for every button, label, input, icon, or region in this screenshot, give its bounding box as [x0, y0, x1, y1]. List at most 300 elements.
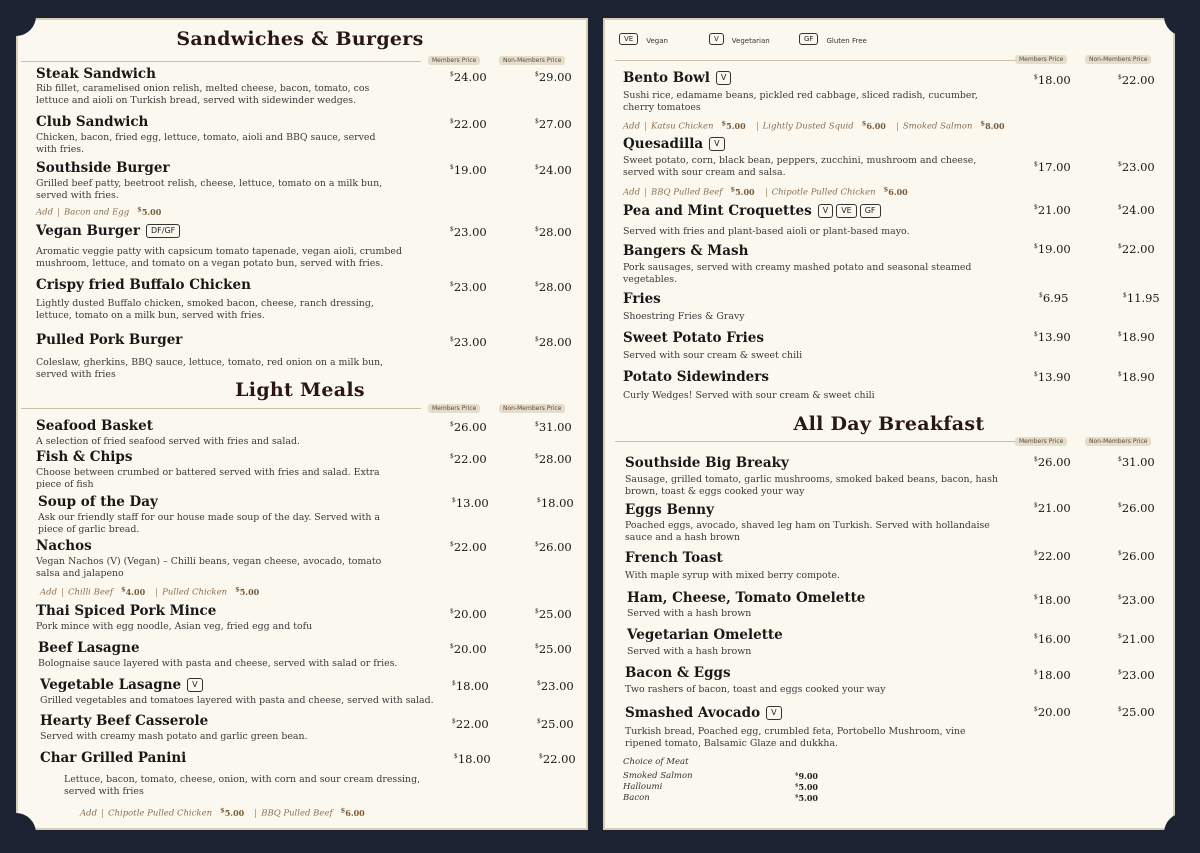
- menu-item-description: Grilled beef patty, beetroot relish, cheese, lettuce, tomato on a milk bun, served with fries.: [36, 178, 383, 201]
- dollar-sign: $: [721, 119, 727, 127]
- dietary-tag: VE: [619, 33, 638, 45]
- item-name-text: Vegetable Lasagne: [40, 677, 182, 693]
- members-price: [450, 335, 487, 349]
- menu-item-description: Chicken, bacon, fried egg, lettuce, tomato, aioli and BBQ sauce, served with fries.: [36, 132, 376, 155]
- item-name-text: Sweet Potato Fries: [623, 330, 764, 346]
- dollar-sign: $: [452, 718, 456, 726]
- price-value: 5.00: [798, 793, 818, 803]
- non-members-price: [1118, 455, 1155, 469]
- price-value: 21.00: [1037, 501, 1071, 515]
- non-members-price: [1118, 203, 1155, 217]
- price-value: 23.00: [453, 280, 487, 294]
- item-name-text: Bacon & Eggs: [625, 665, 731, 681]
- item-name-text: Soup of the Day: [38, 494, 158, 510]
- dollar-sign: $: [861, 119, 867, 127]
- add-ons: [36, 205, 167, 218]
- legend-label: Vegan: [646, 37, 668, 45]
- dollar-sign: $: [1034, 550, 1038, 558]
- legend-entry: [799, 33, 867, 45]
- dollar-sign: $: [1118, 502, 1122, 510]
- dollar-sign: $: [730, 185, 736, 193]
- separator: [766, 188, 767, 197]
- dollar-sign: $: [537, 680, 541, 688]
- add-on-name: Chilli Beef: [68, 587, 114, 598]
- non-members-price: [1118, 632, 1155, 646]
- price-value: 28.00: [538, 280, 572, 294]
- menu-item-name: [623, 136, 725, 152]
- menu-item-description: Sausage, grilled tomato, garlic mushrooms, smoked baked beans, bacon, hash brown, toast & eggs cooked your way: [625, 474, 998, 497]
- divider: [615, 441, 1015, 442]
- price-value: 6.00: [866, 120, 886, 131]
- dollar-sign: $: [1118, 371, 1122, 379]
- dollar-sign: $: [980, 119, 986, 127]
- price-value: 5.00: [239, 586, 260, 597]
- menu-item-name: [36, 66, 156, 82]
- price-value: 28.00: [538, 225, 572, 239]
- price-value: 29.00: [538, 70, 572, 84]
- dollar-sign: $: [535, 71, 539, 79]
- add-on-name: Lightly Dusted Squid: [762, 121, 854, 132]
- members-price: [1034, 632, 1071, 646]
- price-value: 19.00: [1037, 242, 1071, 256]
- dollar-sign: $: [452, 497, 456, 505]
- menu-item-name: [36, 449, 132, 465]
- add-label: Add: [80, 808, 98, 819]
- non-members-price: [1118, 73, 1155, 87]
- separator: [757, 122, 758, 131]
- item-name-text: Quesadilla: [623, 136, 704, 152]
- dollar-sign: $: [1118, 331, 1122, 339]
- separator: [645, 122, 646, 131]
- members-price: [1034, 330, 1071, 344]
- dollar-sign: $: [450, 164, 454, 172]
- price-value: 18.00: [1037, 73, 1071, 87]
- members-price-label: Members Price: [1015, 55, 1067, 64]
- members-price: [1034, 73, 1071, 87]
- menu-item-description: Pork sausages, served with creamy mashed potato and seasonal steamed vegetables.: [623, 262, 972, 285]
- members-price: [1034, 668, 1071, 682]
- menu-item-name: [36, 332, 182, 348]
- menu-item-name: [36, 418, 153, 434]
- menu-item-description: Bolognaise sauce layered with pasta and cheese, served with salad or fries.: [38, 658, 398, 669]
- members-price: [1034, 203, 1071, 217]
- price-value: 20.00: [453, 642, 487, 656]
- dollar-sign: $: [795, 793, 799, 800]
- item-name-text: Ham, Cheese, Tomato Omelette: [627, 590, 866, 606]
- members-price: [450, 642, 487, 656]
- price-value: 4.00: [125, 586, 146, 597]
- dollar-sign: $: [1034, 331, 1038, 339]
- dollar-sign: $: [537, 497, 541, 505]
- add-ons: [40, 585, 265, 598]
- add-on-price: [220, 808, 244, 818]
- menu-item-description: Grilled vegetables and tomatoes layered with pasta and cheese, served with salad.: [40, 695, 434, 706]
- add-on-name: BBQ Pulled Beef: [651, 187, 723, 198]
- non-members-price: [535, 163, 572, 177]
- dollar-sign: $: [450, 453, 454, 461]
- section-title: All Day Breakfast: [793, 413, 985, 435]
- dollar-sign: $: [1118, 243, 1122, 251]
- members-price: [1039, 291, 1068, 305]
- dollar-sign: $: [235, 585, 240, 593]
- item-name-text: Pulled Pork Burger: [36, 332, 183, 348]
- dollar-sign: $: [537, 718, 541, 726]
- non-members-price-label: Non-Members Price: [1085, 55, 1151, 64]
- dollar-sign: $: [535, 336, 539, 344]
- item-name-text: Pea and Mint Croquettes: [623, 203, 812, 219]
- members-price: [450, 280, 487, 294]
- price-value: 5.00: [224, 807, 245, 818]
- members-price-label: Members Price: [1015, 437, 1067, 446]
- members-price: [450, 70, 487, 84]
- dietary-tag: V: [709, 137, 724, 151]
- non-members-price-label: Non-Members Price: [499, 404, 565, 413]
- price-value: 18.00: [1037, 668, 1071, 682]
- dollar-sign: $: [535, 281, 539, 289]
- price-value: 22.00: [1037, 549, 1071, 563]
- menu-item-description: Poached eggs, avocado, shaved leg ham on Turkish. Served with hollandaise sauce and a hash brown: [625, 520, 990, 543]
- members-price-label: Members Price: [428, 404, 480, 413]
- item-name-text: Southside Burger: [36, 160, 170, 176]
- non-members-price: [1118, 705, 1155, 719]
- meat-option-name: Smoked Salmon: [623, 771, 693, 781]
- choice-of-meat-title: Choice of Meat: [623, 757, 689, 767]
- dollar-sign: $: [535, 118, 539, 126]
- price-value: 19.00: [453, 163, 487, 177]
- dollar-sign: $: [539, 753, 543, 761]
- price-value: 26.00: [1121, 549, 1155, 563]
- price-value: 20.00: [453, 607, 487, 621]
- dollar-sign: $: [535, 421, 539, 429]
- item-name-text: Southside Big Breaky: [625, 455, 789, 471]
- members-price: [452, 496, 489, 510]
- separator: [62, 588, 63, 597]
- add-on-name: BBQ Pulled Beef: [261, 808, 333, 819]
- dollar-sign: $: [1118, 594, 1122, 602]
- menu-item-description: Ask our friendly staff for our house made soup of the day. Served with a piece of garlic bread.: [38, 512, 380, 535]
- menu-item-name: [627, 590, 865, 606]
- price-value: 27.00: [538, 117, 572, 131]
- price-value: 23.00: [453, 225, 487, 239]
- menu-item-description: A selection of fried seafood served with fries and salad.: [36, 436, 300, 447]
- dietary-tag: GF: [860, 204, 881, 218]
- menu-item-name: [36, 538, 92, 554]
- price-value: 8.00: [985, 120, 1005, 131]
- item-name-text: Crispy fried Buffalo Chicken: [36, 277, 251, 293]
- members-price: [1034, 242, 1071, 256]
- members-price: [450, 117, 487, 131]
- corner-cutout: [1164, 0, 1200, 36]
- non-members-price: [535, 335, 572, 349]
- dollar-sign: $: [450, 71, 454, 79]
- menu-item-name: [36, 223, 180, 239]
- add-on-price: [341, 808, 365, 818]
- price-value: 24.00: [453, 70, 487, 84]
- price-value: 13.00: [455, 496, 489, 510]
- price-value: 18.00: [540, 496, 574, 510]
- corner-cutout: [0, 813, 36, 853]
- menu-item-name: [623, 203, 881, 219]
- dietary-tag: GF: [799, 33, 818, 45]
- non-members-price: [537, 679, 574, 693]
- price-value: 25.00: [538, 642, 572, 656]
- menu-item-description: Rib fillet, caramelised onion relish, melted cheese, bacon, tomato, cos lettuce and aioli on Turkish bread, served with sidewinder wedges.: [36, 83, 370, 106]
- dollar-sign: $: [795, 782, 799, 789]
- dollar-sign: $: [1034, 669, 1038, 677]
- non-members-price: [535, 540, 572, 554]
- divider: [615, 60, 1015, 61]
- members-price: [1034, 593, 1071, 607]
- non-members-price: [535, 117, 572, 131]
- menu-item-name: [625, 455, 789, 471]
- legend-entry: [709, 33, 770, 45]
- dollar-sign: $: [450, 118, 454, 126]
- non-members-price: [535, 607, 572, 621]
- dietary-tag: V: [818, 204, 833, 218]
- menu-item-description: Served with fries and plant-based aioli or plant-based mayo.: [623, 226, 910, 237]
- dollar-sign: $: [137, 205, 142, 213]
- add-on-price: [862, 121, 886, 131]
- menu-item-name: [623, 243, 748, 259]
- menu-item-name: [36, 114, 148, 130]
- dollar-sign: $: [1039, 292, 1043, 300]
- menu-item-description: Coleslaw, gherkins, BBQ sauce, lettuce, tomato, red onion on a milk bun, served with fries: [36, 357, 384, 380]
- legend-label: Gluten Free: [826, 37, 867, 45]
- dollar-sign: $: [450, 336, 454, 344]
- add-label: Add: [623, 187, 641, 198]
- members-price: [1034, 455, 1071, 469]
- dollar-sign: $: [1118, 456, 1122, 464]
- price-value: 21.00: [1121, 632, 1155, 646]
- dietary-tag: V: [187, 678, 202, 692]
- menu-item-description: Pork mince with egg noodle, Asian veg, fried egg and tofu: [36, 621, 313, 632]
- price-value: 6.00: [345, 807, 365, 818]
- dollar-sign: $: [1034, 633, 1038, 641]
- add-on-price: [722, 121, 746, 131]
- price-value: 9.00: [798, 771, 818, 781]
- dollar-sign: $: [450, 226, 454, 234]
- menu-item-description: Sweet potato, corn, black bean, peppers, zucchini, mushroom and cheese, served with sour cream and salsa.: [623, 155, 977, 178]
- members-price: [1034, 160, 1071, 174]
- item-name-text: Char Grilled Panini: [40, 750, 187, 766]
- dollar-sign: $: [450, 643, 454, 651]
- dietary-tag: VE: [836, 204, 857, 218]
- menu-item-name: [38, 494, 158, 510]
- menu-item-description: Aromatic veggie patty with capsicum tomato tapenade, vegan aioli, crumbed mushroom, lettuce, and tomato on a vegan potato bun, served with fries.: [36, 246, 402, 269]
- non-members-price: [1118, 330, 1155, 344]
- members-price: [450, 452, 487, 466]
- add-ons: [623, 185, 914, 198]
- separator: [255, 809, 256, 818]
- non-members-price: [539, 752, 576, 766]
- dollar-sign: $: [535, 226, 539, 234]
- price-value: 22.00: [1121, 242, 1155, 256]
- item-name-text: Beef Lasagne: [38, 640, 140, 656]
- menu-item-name: [623, 70, 731, 86]
- divider: [21, 408, 421, 409]
- add-on-name: Bacon and Egg: [64, 207, 130, 218]
- price-value: 23.00: [540, 679, 574, 693]
- dietary-tag: V: [766, 706, 781, 720]
- price-value: 5.00: [735, 186, 755, 197]
- price-value: 5.00: [141, 206, 162, 217]
- item-name-text: Bangers & Mash: [623, 243, 749, 259]
- add-on-price: [137, 207, 161, 217]
- non-members-price: [535, 225, 572, 239]
- dollar-sign: $: [1034, 502, 1038, 510]
- separator: [897, 122, 898, 131]
- non-members-price: [535, 420, 572, 434]
- non-members-price: [1118, 370, 1155, 384]
- non-members-price: [537, 717, 574, 731]
- dollar-sign: $: [1118, 161, 1122, 169]
- non-members-price-label: Non-Members Price: [499, 56, 565, 65]
- members-price: [452, 679, 489, 693]
- menu-item-description: Served with a hash brown: [627, 608, 752, 619]
- menu-item-name: [36, 603, 216, 619]
- price-value: 22.00: [453, 452, 487, 466]
- dollar-sign: $: [450, 608, 454, 616]
- menu-item-name: [627, 627, 783, 643]
- price-value: 24.00: [538, 163, 572, 177]
- members-price: [450, 225, 487, 239]
- menu-item-description: Choose between crumbed or battered served with fries and salad. Extra piece of fish: [36, 467, 380, 490]
- price-value: 23.00: [1121, 160, 1155, 174]
- dollar-sign: $: [1034, 204, 1038, 212]
- price-value: 25.00: [540, 717, 574, 731]
- add-ons: [80, 806, 371, 819]
- members-price: [450, 607, 487, 621]
- price-value: 23.00: [1121, 668, 1155, 682]
- price-value: 25.00: [538, 607, 572, 621]
- price-value: 6.95: [1042, 291, 1069, 305]
- item-name-text: Hearty Beef Casserole: [40, 713, 209, 729]
- dollar-sign: $: [450, 541, 454, 549]
- corner-cutout: [1164, 813, 1200, 853]
- menu-item-name: [625, 665, 731, 681]
- non-members-price: [535, 642, 572, 656]
- menu-item-name: [36, 160, 170, 176]
- price-value: 13.90: [1037, 330, 1071, 344]
- non-members-price: [1118, 549, 1155, 563]
- price-value: 31.00: [538, 420, 572, 434]
- add-on-name: Katsu Chicken: [651, 121, 714, 132]
- item-name-text: Nachos: [36, 538, 92, 554]
- price-value: 22.00: [453, 540, 487, 554]
- add-on-name: Smoked Salmon: [902, 121, 973, 132]
- item-name-text: Vegan Burger: [36, 223, 141, 239]
- add-on-name: Chipotle Pulled Chicken: [771, 187, 876, 198]
- section-title: Sandwiches & Burgers: [176, 28, 424, 50]
- dollar-sign: $: [1034, 161, 1038, 169]
- legend-label: Vegetarian: [731, 37, 770, 45]
- menu-item-name: [36, 277, 251, 293]
- legend-entry: [619, 33, 668, 45]
- price-value: 6.00: [888, 186, 908, 197]
- dollar-sign: $: [1034, 706, 1038, 714]
- price-value: 13.90: [1037, 370, 1071, 384]
- non-members-price: [1118, 501, 1155, 515]
- dollar-sign: $: [1118, 204, 1122, 212]
- item-name-text: Smashed Avocado: [625, 705, 761, 721]
- dollar-sign: $: [1034, 371, 1038, 379]
- add-label: Add: [623, 121, 641, 132]
- menu-item-name: [623, 291, 661, 307]
- menu-item-name: [623, 330, 764, 346]
- members-price: [450, 420, 487, 434]
- price-value: 23.00: [1121, 593, 1155, 607]
- dollar-sign: $: [535, 541, 539, 549]
- price-value: 24.00: [1121, 203, 1155, 217]
- dollar-sign: $: [121, 585, 126, 593]
- dollar-sign: $: [1118, 633, 1122, 641]
- price-value: 26.00: [538, 540, 572, 554]
- menu-item-description: With maple syrup with mixed berry compote.: [625, 570, 840, 581]
- menu-item-description: Lettuce, bacon, tomato, cheese, onion, with corn and sour cream dressing, served with fries: [64, 774, 421, 797]
- item-name-text: Club Sandwich: [36, 114, 149, 130]
- menu-item-description: Lightly dusted Buffalo chicken, smoked bacon, cheese, ranch dressing, lettuce, tomato on a milk bun, served with fries.: [36, 298, 374, 321]
- members-price: [1034, 549, 1071, 563]
- dollar-sign: $: [1118, 669, 1122, 677]
- menu-item-name: [625, 502, 714, 518]
- menu-item-description: Served with a hash brown: [627, 646, 752, 657]
- add-on-name: Pulled Chicken: [162, 587, 228, 598]
- right-menu-page: [603, 18, 1175, 830]
- dollar-sign: $: [535, 164, 539, 172]
- price-value: 25.00: [1121, 705, 1155, 719]
- add-on-price: [730, 187, 754, 197]
- price-value: 26.00: [1037, 455, 1071, 469]
- dietary-tag: V: [716, 71, 731, 85]
- dietary-tag: V: [709, 33, 724, 45]
- separator: [102, 809, 103, 818]
- price-value: 17.00: [1037, 160, 1071, 174]
- price-value: 28.00: [538, 335, 572, 349]
- price-value: 11.95: [1126, 291, 1160, 305]
- members-price: [1034, 370, 1071, 384]
- item-name-text: Potato Sidewinders: [623, 369, 769, 385]
- price-value: 31.00: [1121, 455, 1155, 469]
- price-value: 18.00: [455, 679, 489, 693]
- members-price: [452, 717, 489, 731]
- price-value: 26.00: [453, 420, 487, 434]
- menu-item-name: [625, 705, 782, 721]
- price-value: 20.00: [1037, 705, 1071, 719]
- item-name-text: Bento Bowl: [623, 70, 710, 86]
- members-price: [1034, 705, 1071, 719]
- price-value: 5.00: [798, 782, 818, 792]
- dollar-sign: $: [1034, 74, 1038, 82]
- price-value: 5.00: [726, 120, 746, 131]
- meat-option-price: [795, 793, 818, 803]
- price-value: 18.90: [1121, 330, 1155, 344]
- dollar-sign: $: [1034, 243, 1038, 251]
- non-members-price-label: Non-Members Price: [1085, 437, 1151, 446]
- price-value: 16.00: [1037, 632, 1071, 646]
- price-value: 18.90: [1121, 370, 1155, 384]
- members-price: [454, 752, 491, 766]
- item-name-text: Fish & Chips: [36, 449, 133, 465]
- item-name-text: French Toast: [625, 550, 723, 566]
- price-value: 26.00: [1121, 501, 1155, 515]
- non-members-price: [1118, 593, 1155, 607]
- non-members-price: [1118, 668, 1155, 682]
- dietary-tag: DF/GF: [146, 224, 180, 238]
- dollar-sign: $: [1118, 74, 1122, 82]
- price-value: 22.00: [455, 717, 489, 731]
- non-members-price: [535, 452, 572, 466]
- dollar-sign: $: [454, 753, 458, 761]
